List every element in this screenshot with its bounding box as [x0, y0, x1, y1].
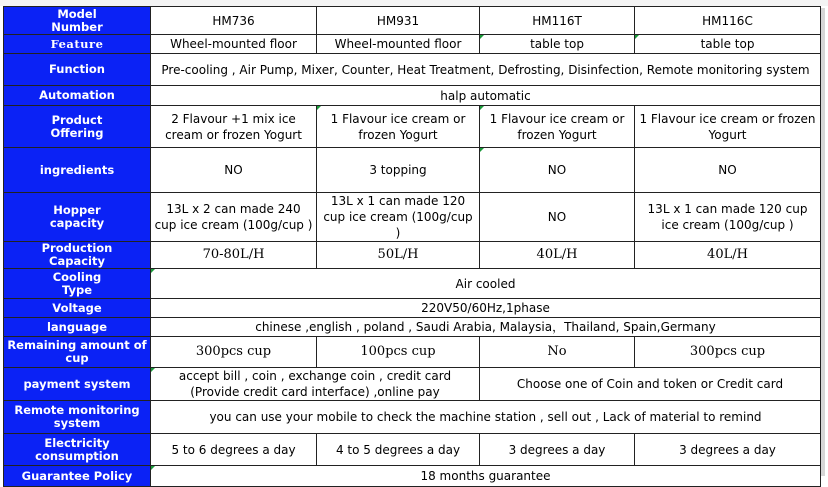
- table-row: [4, 337, 821, 368]
- hopper-3: NO: [480, 193, 635, 242]
- ingredients-3: NO: [480, 148, 635, 193]
- table-row: [4, 434, 821, 466]
- row-header-model: Model Number: [4, 7, 151, 35]
- table-row: [4, 148, 821, 193]
- table-shadow-right: [821, 8, 825, 474]
- electricity-2: 4 to 5 degrees a day: [317, 434, 480, 466]
- payment-group-2: Choose one of Coin and token or Credit card: [480, 368, 821, 401]
- spec-table: [3, 6, 821, 487]
- row-header-payment: payment system: [4, 368, 151, 401]
- row-header-voltage: Voltage: [4, 299, 151, 318]
- hopper-1: 13L x 2 can made 240 cup ice cream (100g/cup ): [151, 193, 317, 242]
- ingredients-4: NO: [635, 148, 821, 193]
- feature-2: Wheel-mounted floor: [317, 35, 480, 54]
- row-header-function: Function: [4, 54, 151, 86]
- hopper-2: 13L x 1 can made 120 cup ice cream (100g/cup ): [317, 193, 480, 242]
- table-row: [4, 269, 821, 299]
- row-header-electricity: Electricity consumption: [4, 434, 151, 466]
- remaining-4: 300pcs cup: [635, 337, 821, 368]
- remaining-1: 300pcs cup: [151, 337, 317, 368]
- remaining-2: 100pcs cup: [317, 337, 480, 368]
- production-1: 70-80L/H: [151, 242, 317, 269]
- table-row: [4, 466, 821, 487]
- row-header-production: Production Capacity: [4, 242, 151, 269]
- table-row: [4, 86, 821, 106]
- table-row: [4, 401, 821, 434]
- row-header-cooling: Cooling Type: [4, 269, 151, 299]
- row-header-product: Product Offering: [4, 106, 151, 148]
- table-row: [4, 242, 821, 269]
- table-row: [4, 54, 821, 86]
- model-3: HM116T: [480, 7, 635, 35]
- production-2: 50L/H: [317, 242, 480, 269]
- table-row: [4, 35, 821, 54]
- remaining-3: No: [480, 337, 635, 368]
- table-row: [4, 193, 821, 242]
- row-header-ingredients: ingredients: [4, 148, 151, 193]
- row-header-language: language: [4, 318, 151, 337]
- hopper-4: 13L x 1 can made 120 cup ice cream (100g/cup ): [635, 193, 821, 242]
- table-row: [4, 368, 821, 401]
- automation-value: halp automatic: [151, 86, 821, 106]
- payment-group-1: accept bill , coin , exchange coin , credit card (Provide credit card interface) ,online pay: [151, 368, 480, 401]
- model-1: HM736: [151, 7, 317, 35]
- remote-value: you can use your mobile to check the machine station , sell out , Lack of material to remind: [151, 401, 821, 434]
- table-row: [4, 299, 821, 318]
- language-value: chinese ,english , poland , Saudi Arabia, Malaysia，Thailand, Spain,Germany: [151, 318, 821, 337]
- table-row: [4, 318, 821, 337]
- table-row: [4, 106, 821, 148]
- row-header-remote: Remote monitoring system: [4, 401, 151, 434]
- model-4: HM116C: [635, 7, 821, 35]
- ingredients-2: 3 topping: [317, 148, 480, 193]
- product-2: 1 Flavour ice cream or frozen Yogurt: [317, 106, 480, 148]
- cooling-value: Air cooled: [151, 269, 821, 299]
- model-2: HM931: [317, 7, 480, 35]
- guarantee-value: 18 months guarantee: [151, 466, 821, 487]
- row-header-automation: Automation: [4, 86, 151, 106]
- production-4: 40L/H: [635, 242, 821, 269]
- feature-3: table top: [480, 35, 635, 54]
- function-value: Pre-cooling , Air Pump, Mixer, Counter, Heat Treatment, Defrosting, Disinfection, Remote monitoring system: [151, 54, 821, 86]
- row-header-remaining: Remaining amount of cup: [4, 337, 151, 368]
- production-3: 40L/H: [480, 242, 635, 269]
- feature-4: table top: [635, 35, 821, 54]
- ingredients-1: NO: [151, 148, 317, 193]
- table-row: [4, 7, 821, 35]
- product-4: 1 Flavour ice cream or frozen Yogurt: [635, 106, 821, 148]
- row-header-guarantee: Guarantee Policy: [4, 466, 151, 487]
- voltage-value: 220V50/60Hz,1phase: [151, 299, 821, 318]
- row-header-feature: Feature: [4, 35, 151, 54]
- electricity-1: 5 to 6 degrees a day: [151, 434, 317, 466]
- product-1: 2 Flavour +1 mix ice cream or frozen Yogurt: [151, 106, 317, 148]
- electricity-4: 3 degrees a day: [635, 434, 821, 466]
- product-3: 1 Flavour ice cream or frozen Yogurt: [480, 106, 635, 148]
- electricity-3: 3 degrees a day: [480, 434, 635, 466]
- row-header-hopper: Hopper capacity: [4, 193, 151, 242]
- feature-1: Wheel-mounted floor: [151, 35, 317, 54]
